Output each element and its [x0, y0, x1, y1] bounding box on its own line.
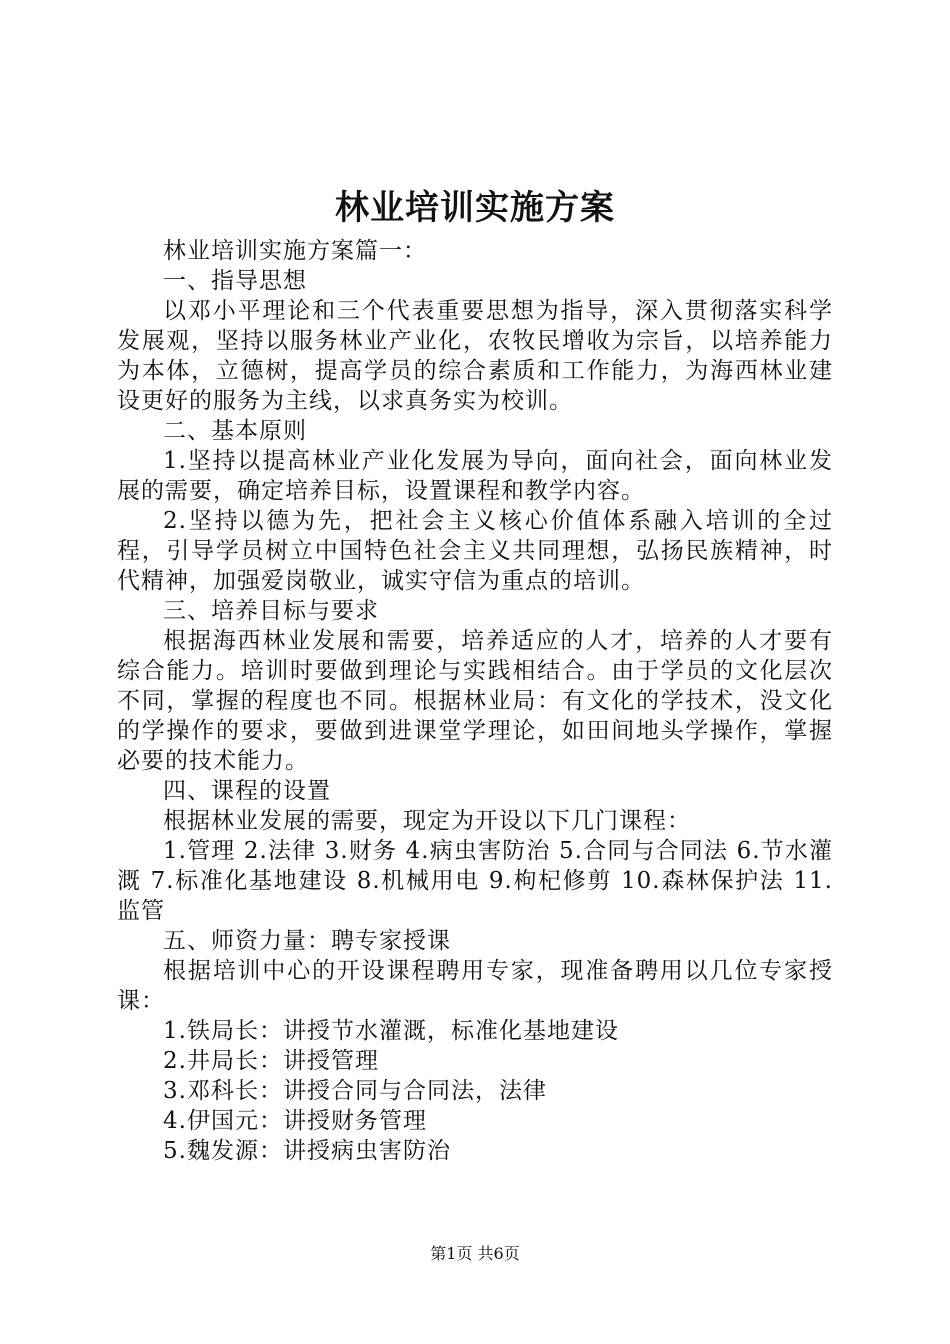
- section-heading-basic-principles: 二、基本原则: [163, 418, 307, 444]
- document-body: [117, 236, 833, 1166]
- list-item: 5.魏发源：讲授病虫害防治: [163, 1138, 451, 1164]
- paragraph: 以邓小平理论和三个代表重要思想为指导，深入贯彻落实科学发展观，坚持以服务林业产业化，农牧民增收为宗旨，以培养能力为本体，立德树，提高学员的综合素质和工作能力，为海西林业建设更好的服务为主线，以求真务实为校训。: [117, 298, 833, 414]
- section-heading-training-goals: 三、培养目标与要求: [163, 598, 379, 624]
- list-item: 2.井局长：讲授管理: [163, 1048, 379, 1074]
- document-title: 林业培训实施方案: [335, 188, 615, 228]
- section-heading-course-setup: 四、课程的设置: [163, 778, 331, 804]
- paragraph: 根据培训中心的开设课程聘用专家，现准备聘用以几位专家授课：: [117, 958, 833, 1014]
- page-footer: 第1页 共6页: [430, 1244, 520, 1263]
- section-intro: 林业培训实施方案篇一：: [163, 238, 427, 264]
- course-list: 1.管理 2.法律 3.财务 4.病虫害防治 5.合同与合同法 6.节水灌溉 7.标准化基地建设 8.机械用电 9.枸杞修剪 10.森林保护法 11.监管: [117, 838, 833, 924]
- paragraph: 根据林业发展的需要，现定为开设以下几门课程：: [163, 808, 691, 834]
- list-item: 1.铁局长：讲授节水灌溉，标准化基地建设: [163, 1018, 619, 1044]
- paragraph: 根据海西林业发展和需要，培养适应的人才，培养的人才要有综合能力。培训时要做到理论与实践相结合。由于学员的文化层次不同，掌握的程度也不同。根据林业局：有文化的学技术，没文化的学操作的要求，要做到进课堂学理论，如田间地头学操作，掌握必要的技术能力。: [117, 628, 833, 774]
- section-heading-guiding-ideology: 一、指导思想: [163, 268, 307, 294]
- section-heading-faculty: 五、师资力量：聘专家授课: [163, 928, 451, 954]
- paragraph: 1.坚持以提高林业产业化发展为导向，面向社会，面向林业发展的需要，确定培养目标，设置课程和教学内容。: [117, 448, 833, 504]
- list-item: 3.邓科长：讲授合同与合同法，法律: [163, 1078, 547, 1104]
- list-item: 4.伊国元：讲授财务管理: [163, 1108, 427, 1134]
- paragraph: 2.坚持以德为先，把社会主义核心价值体系融入培训的全过程，引导学员树立中国特色社会主义共同理想，弘扬民族精神，时代精神，加强爱岗敬业，诚实守信为重点的培训。: [117, 508, 833, 594]
